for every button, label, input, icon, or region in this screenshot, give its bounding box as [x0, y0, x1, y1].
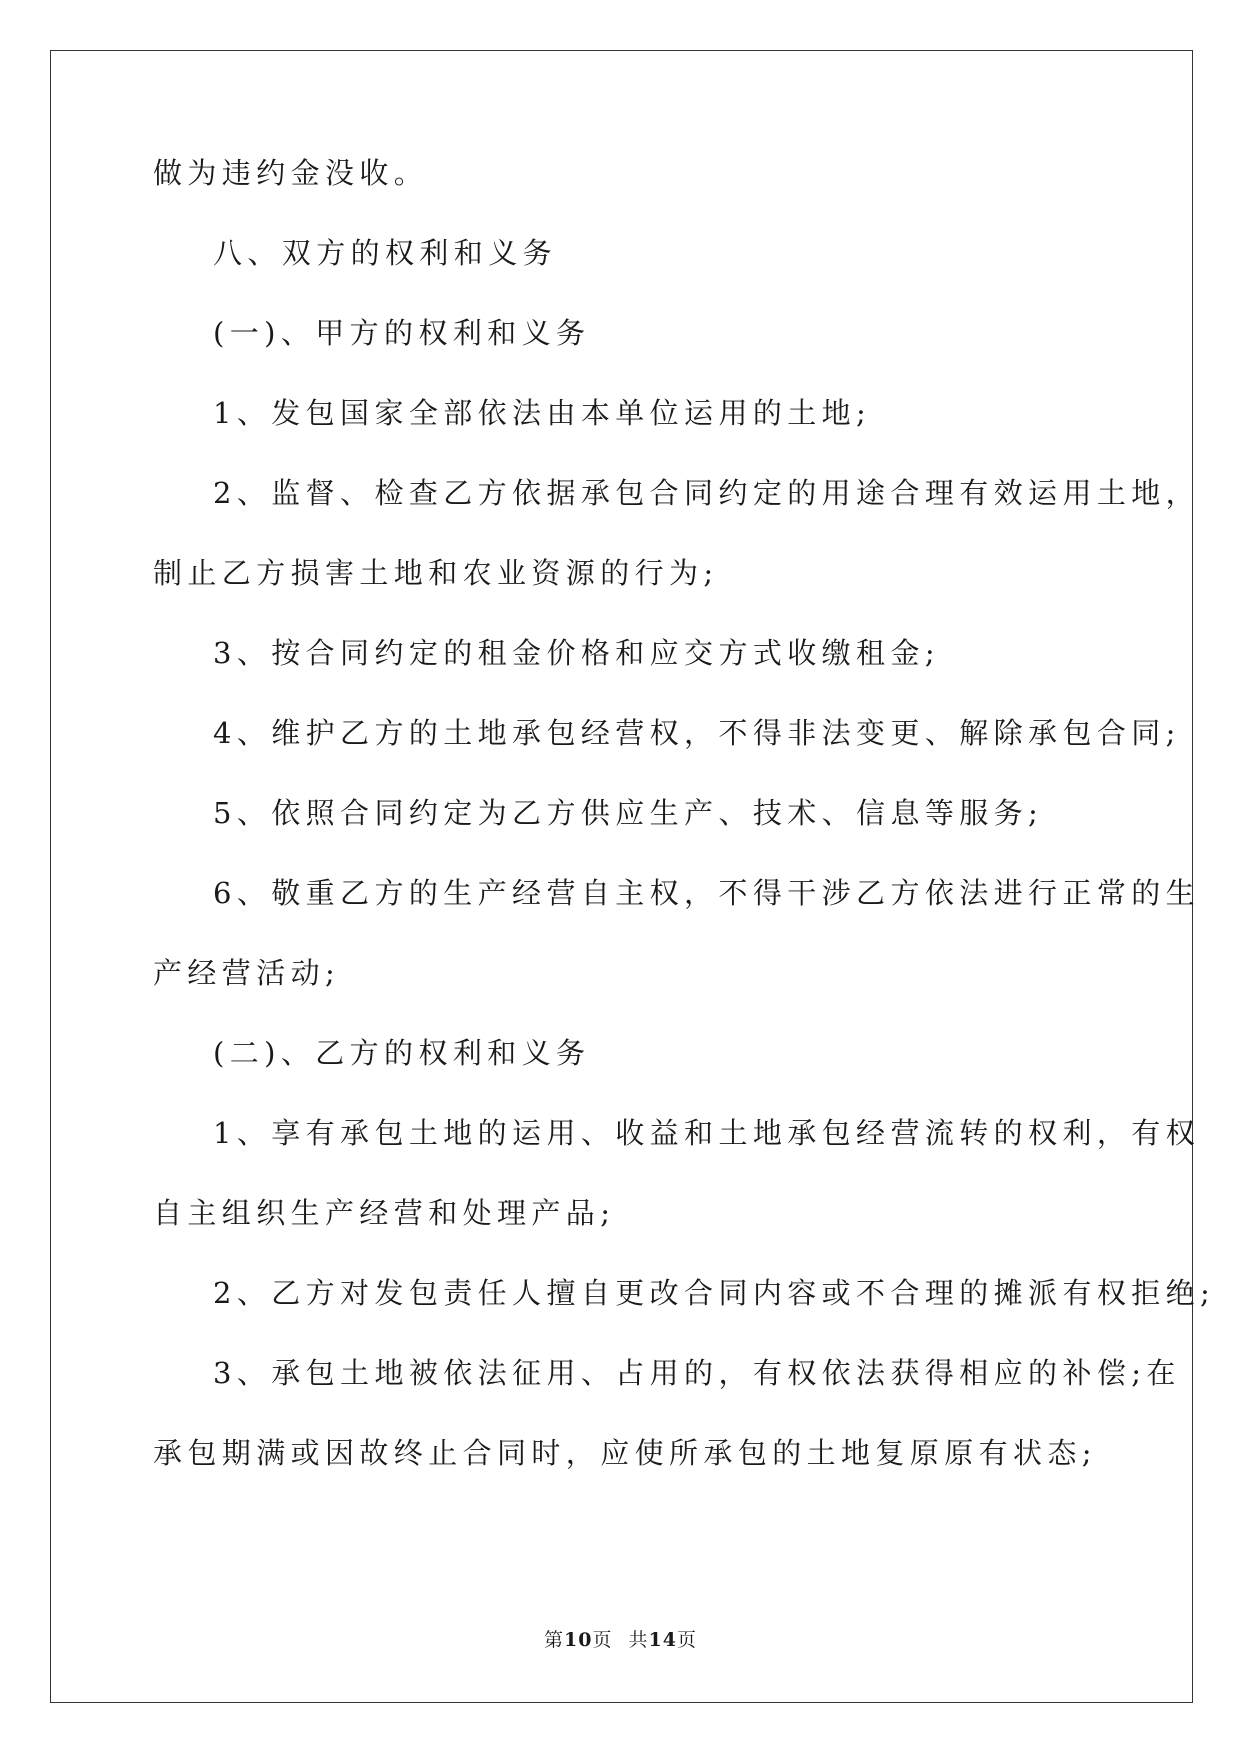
list-item: 2、监督、检查乙方依据承包合同约定的用途合理有效运用土地， [213, 476, 1201, 510]
list-item-continuation: 产经营活动; [153, 956, 341, 990]
footer-total-prefix: 共 [628, 1629, 649, 1651]
list-item: 3、按合同约定的租金价格和应交方式收缴租金; [213, 636, 941, 670]
footer-prefix: 第 [544, 1629, 565, 1651]
list-item: 4、维护乙方的土地承包经营权，不得非法变更、解除承包合同; [213, 716, 1181, 750]
list-item-continuation: 制止乙方损害土地和农业资源的行为; [153, 556, 719, 590]
list-item: 2、乙方对发包责任人擅自更改合同内容或不合理的摊派有权拒绝; [213, 1276, 1216, 1310]
list-item: 1、发包国家全部依法由本单位运用的土地; [213, 396, 872, 430]
section-heading: 八、双方的权利和义务 [213, 236, 558, 270]
total-pages-number: 14 [648, 1629, 677, 1651]
list-item: 5、依照合同约定为乙方供应生产、技术、信息等服务; [213, 796, 1044, 830]
list-item: 3、承包土地被依法征用、占用的，有权依法获得相应的补偿;在 [213, 1356, 1181, 1390]
subsection-heading: (一)、甲方的权利和义务 [213, 316, 591, 350]
list-item-continuation: 承包期满或因故终止合同时，应使所承包的土地复原原有状态; [153, 1436, 1097, 1470]
page-footer [0, 1627, 1241, 1653]
list-item-continuation: 自主组织生产经营和处理产品; [153, 1196, 616, 1230]
subsection-heading: (二)、乙方的权利和义务 [213, 1036, 591, 1070]
text-line: 做为违约金没收。 [153, 156, 429, 190]
current-page-number: 10 [564, 1629, 593, 1651]
list-item: 6、敬重乙方的生产经营自主权，不得干涉乙方依法进行正常的生 [213, 876, 1201, 910]
list-item: 1、享有承包土地的运用、收益和土地承包经营流转的权利，有权 [213, 1116, 1201, 1150]
footer-total-suffix: 页 [676, 1629, 697, 1651]
footer-page-suffix: 页 [592, 1629, 613, 1651]
